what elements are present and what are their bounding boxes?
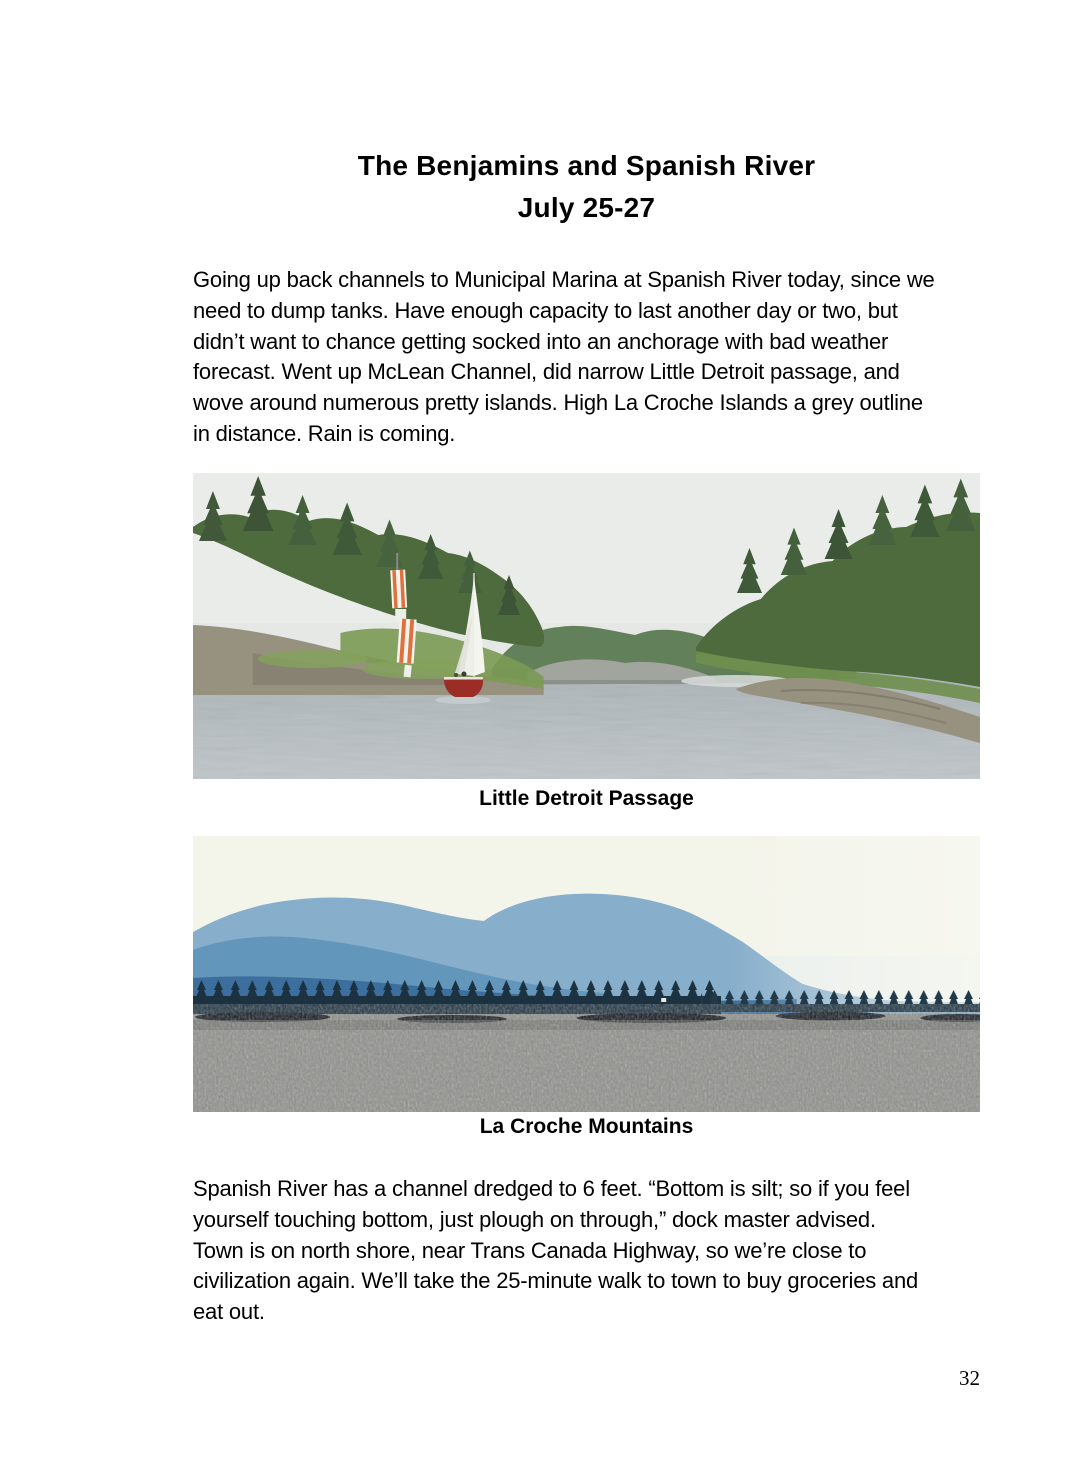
text-line: wove around numerous pretty islands. High La Croche Islands a grey outline [193, 390, 923, 416]
text-line: forecast. Went up McLean Channel, did narrow Little Detroit passage, and [193, 359, 900, 385]
text-line: civilization again. We’ll take the 25-minute walk to town to buy groceries and [193, 1268, 919, 1294]
page-title: The Benjamins and Spanish River [357, 150, 816, 181]
text-line: didn’t want to chance getting socked into an anchorage with bad weather [193, 328, 889, 354]
white-building-dot [661, 998, 666, 1002]
page-subtitle: July 25-27 [517, 192, 656, 223]
paragraph-spanish-river [193, 1174, 918, 1328]
text-line: eat out. [193, 1299, 265, 1325]
text-line: Going up back channels to Municipal Marina at Spanish River today, since we [193, 267, 935, 292]
la-croche-photo-art [193, 836, 980, 1112]
text-line: yourself touching bottom, just plough on through,” dock master advised. [193, 1206, 876, 1232]
photo-caption-la-croche: La Croche Mountains [479, 1115, 694, 1138]
text-line: need to dump tanks. Have enough capacity to last another day or two, but [193, 297, 898, 323]
little-detroit-photo-art [193, 473, 980, 779]
text-line: in distance. Rain is coming. [193, 420, 456, 446]
water [193, 1012, 980, 1113]
text-line: Town is on north shore, near Trans Canada Highway, so we’re close to [193, 1237, 867, 1263]
boat-wake [435, 696, 491, 704]
photo-little-detroit-passage [193, 473, 980, 779]
title-block [193, 145, 980, 229]
text-line: Spanish River has a channel dredged to 6 feet. “Bottom is silt; so if you feel [193, 1176, 910, 1201]
paragraph-intro [193, 265, 935, 450]
photo-caption-little-detroit: Little Detroit Passage [479, 787, 694, 810]
photo-la-croche-mountains [193, 836, 980, 1112]
page-number: 32 [959, 1366, 980, 1390]
